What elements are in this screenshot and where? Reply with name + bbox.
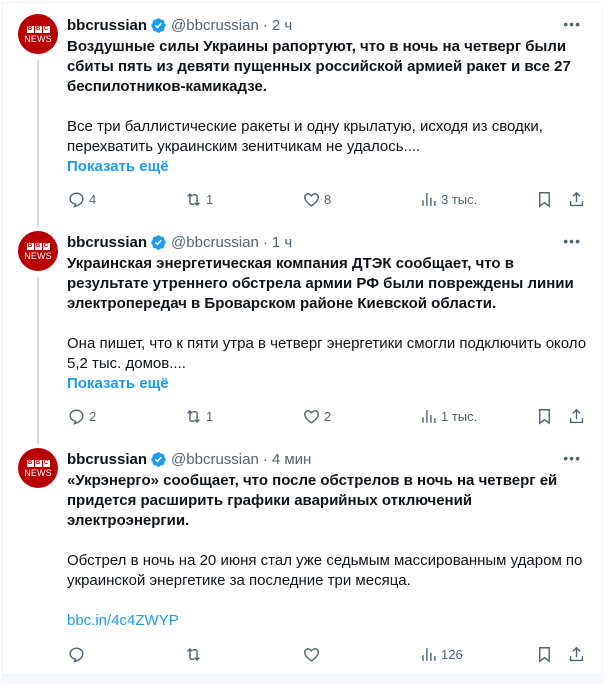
reply-count: 4: [89, 191, 97, 207]
bookmark-button[interactable]: [535, 189, 554, 209]
reply-button[interactable]: [67, 644, 89, 664]
retweet-arrows-icon: [184, 645, 203, 664]
thread-line: [37, 431, 39, 444]
author-handle[interactable]: @bbcrussian: [171, 16, 259, 34]
avatar[interactable]: [18, 14, 58, 54]
tweet-header: [67, 15, 589, 35]
author-name[interactable]: bbcrussian: [67, 233, 148, 251]
tweet-actions: [67, 644, 597, 664]
author-handle[interactable]: @bbcrussian: [171, 233, 259, 251]
reply-button[interactable]: [67, 189, 96, 209]
avatar[interactable]: [18, 448, 58, 488]
tweet-actions: [67, 189, 597, 209]
retweet-arrows-icon: [184, 190, 203, 209]
more-dots-icon[interactable]: •••: [563, 16, 581, 32]
share-button[interactable]: [567, 644, 586, 664]
speech-bubble-icon: [67, 645, 86, 664]
share-upload-icon: [567, 190, 586, 209]
bbc-logo: B B C: [27, 242, 49, 249]
separator: ·: [262, 450, 268, 468]
retweet-arrows-icon: [184, 407, 203, 426]
verified-badge-icon: [150, 451, 167, 468]
views-button[interactable]: [419, 406, 477, 426]
verified-badge-icon: [150, 234, 167, 251]
views-count: 126: [441, 646, 463, 662]
retweet-button[interactable]: [184, 189, 213, 209]
bookmark-icon: [535, 190, 554, 209]
thread-line: [37, 60, 39, 224]
author-handle[interactable]: @bbcrussian: [171, 450, 259, 468]
tweet[interactable]: [3, 231, 601, 436]
author-name[interactable]: bbcrussian: [67, 450, 148, 468]
tweet-time[interactable]: 1 ч: [271, 233, 293, 251]
avatar[interactable]: [18, 231, 58, 271]
avatar-label: NEWS: [24, 250, 52, 261]
retweet-button[interactable]: [184, 644, 206, 664]
verified-badge-icon: [150, 17, 167, 34]
reply-count: 2: [89, 408, 97, 424]
separator: ·: [262, 233, 268, 251]
author-name[interactable]: bbcrussian: [67, 16, 148, 34]
bbc-logo: B B C: [27, 459, 49, 466]
share-button[interactable]: [567, 406, 586, 426]
like-button[interactable]: [302, 644, 324, 664]
like-count: 8: [324, 191, 332, 207]
avatar-label: NEWS: [24, 467, 52, 478]
like-button[interactable]: [302, 189, 331, 209]
bar-chart-icon: [419, 407, 438, 426]
like-count: 2: [324, 408, 332, 424]
tweet-body: Все три баллистические ракеты и одну крылатую, исходя из сводки, перехватить украинским зенитчикам не удалось....: [67, 118, 543, 155]
more-dots-icon[interactable]: •••: [563, 233, 581, 249]
share-upload-icon: [567, 645, 586, 664]
views-button[interactable]: [419, 644, 463, 664]
tweet-header: [67, 449, 589, 469]
bbc-logo: B B C: [27, 25, 49, 32]
share-upload-icon: [567, 407, 586, 426]
tweet-headline: Украинская энергетическая компания ДТЭК сообщает, что в результате утреннего обстрела армии РФ были повреждены линии электропередач в Броварском районе Киевской области.: [67, 255, 574, 312]
thread-line: [37, 277, 39, 441]
avatar-label: NEWS: [24, 33, 52, 44]
heart-icon: [302, 407, 321, 426]
bar-chart-icon: [419, 645, 438, 664]
like-button[interactable]: [302, 406, 331, 426]
tweet-headline: Воздушные силы Украины рапортуют, что в ночь на четверг были сбиты пять из девяти пущенных российской армией ракет и все 27 беспилотников-камикадзе.: [67, 38, 571, 95]
show-more-link[interactable]: Показать ещё: [67, 158, 169, 175]
bookmark-icon: [535, 407, 554, 426]
speech-bubble-icon: [67, 407, 86, 426]
bookmark-button[interactable]: [535, 644, 554, 664]
views-count: 3 тыс.: [441, 191, 478, 207]
bar-chart-icon: [419, 190, 438, 209]
tweet-time[interactable]: 2 ч: [271, 16, 293, 34]
tweet[interactable]: [3, 448, 601, 674]
speech-bubble-icon: [67, 190, 86, 209]
retweet-button[interactable]: [184, 406, 213, 426]
thread-line: [37, 214, 39, 227]
tweet-body: Она пишет, что к пяти утра в четверг энергетики смогли подключить около 5,2 тыс. домов....: [67, 335, 587, 372]
retweet-count: 1: [206, 191, 214, 207]
retweet-count: 1: [206, 408, 214, 424]
views-count: 1 тыс.: [441, 408, 478, 424]
heart-icon: [302, 190, 321, 209]
share-button[interactable]: [567, 189, 586, 209]
heart-icon: [302, 645, 321, 664]
article-link[interactable]: bbc.in/4c4ZWYP: [67, 612, 179, 629]
show-more-link[interactable]: Показать ещё: [67, 375, 169, 392]
tweet-body: Обстрел в ночь на 20 июня стал уже седьмым массированным ударом по украинской энергетике за последние три месяца.: [67, 552, 583, 589]
bookmark-button[interactable]: [535, 406, 554, 426]
separator: ·: [262, 16, 268, 34]
reply-button[interactable]: [67, 406, 96, 426]
tweet-actions: [67, 406, 597, 426]
tweet[interactable]: [3, 14, 601, 219]
tweet-time[interactable]: 4 мин: [271, 450, 312, 468]
tweet-header: [67, 232, 589, 252]
more-dots-icon[interactable]: •••: [563, 450, 581, 466]
bookmark-icon: [535, 645, 554, 664]
tweet-headline: «Укрэнерго» сообщает, что после обстрелов в ночь на четверг ей придется расширить графики аварийных отключений электроэнергии.: [67, 472, 558, 529]
views-button[interactable]: [419, 189, 477, 209]
